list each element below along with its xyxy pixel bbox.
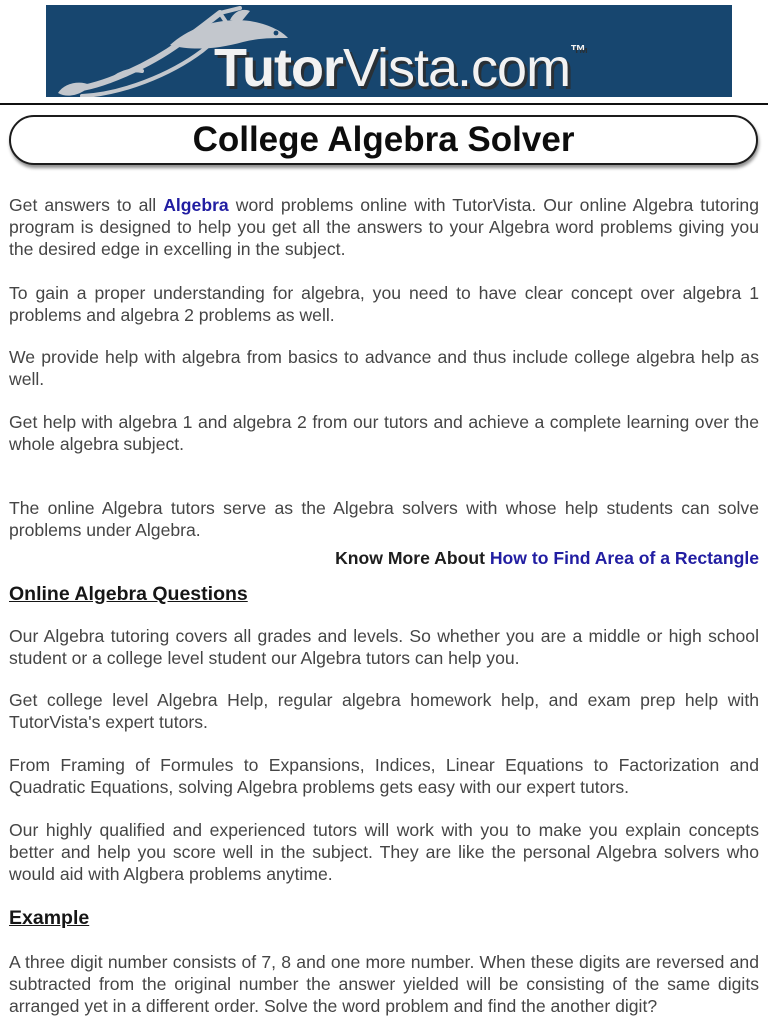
document-body	[0, 194, 768, 1017]
heading-online-algebra-questions: Online Algebra Questions	[9, 583, 248, 605]
paragraph-basics: We provide help with algebra from basics to advance and thus include college algebra help as well.	[9, 347, 759, 389]
paragraph-intro-text: word problems online with TutorVista. Our online Algebra tutoring program is designed to help you get all the answers to your Algebra word problems giving you the desired edge in excelling in the subject.	[9, 195, 759, 259]
brand-tutor: Tutor	[214, 38, 343, 97]
algebra-link[interactable]: Algebra	[163, 195, 229, 215]
paragraph-grades-levels: Our Algebra tutoring covers all grades and levels. So whether you are a middle or high school student or a college level student our Algebra tutors can help you.	[9, 626, 759, 668]
heading-example: Example	[9, 907, 90, 929]
document-page	[0, 5, 768, 1017]
paragraph-qualified-tutors: Our highly qualified and experienced tutors will work with you to make you explain concepts better and help you score well in the subject. They are like the personal Algebra solvers who would aid with Algbera problems anytime.	[9, 820, 759, 884]
page-title-text: College Algebra Solver	[192, 120, 575, 159]
paragraph-intro-text: Get answers to all	[9, 195, 164, 215]
page-title	[9, 115, 758, 165]
paragraph-intro	[9, 194, 759, 260]
brand-vista-com: Vista.com	[342, 38, 571, 97]
paragraph-framing-formules: From Framing of Formules to Expansions, Indices, Linear Equations to Factorization and Quadratic Equations, solving Algebra problems gets easy with our expert tutors.	[9, 755, 759, 797]
paragraph-understanding: To gain a proper understanding for algebra, you need to have clear concept over algebra 1 problems and algebra 2 problems as well.	[9, 283, 759, 325]
brand-wordmark	[214, 38, 587, 97]
trademark-symbol: ™	[570, 43, 587, 60]
divider	[0, 103, 768, 105]
paragraph-college-help: Get college level Algebra Help, regular algebra homework help, and exam prep help with TutorVista's expert tutors.	[9, 690, 759, 732]
area-of-rectangle-link[interactable]: How to Find Area of a Rectangle	[489, 548, 759, 568]
paragraph-complete-learning: Get help with algebra 1 and algebra 2 from our tutors and achieve a complete learning over the whole algebra subject.	[9, 412, 759, 454]
paragraph-example-problem: A three digit number consists of 7, 8 and one more number. When these digits are reversed and subtracted from the original number the answer yielded will be consisting of the same digits arranged yet in a different order. Solve the word problem and find the another digit?	[9, 952, 759, 1016]
tutorvista-logo-banner	[46, 5, 732, 97]
paragraph-solvers: The online Algebra tutors serve as the Algebra solvers with whose help students can solve problems under Algebra.	[9, 498, 759, 540]
know-more-label: Know More About	[335, 548, 490, 568]
know-more-line	[9, 547, 759, 569]
